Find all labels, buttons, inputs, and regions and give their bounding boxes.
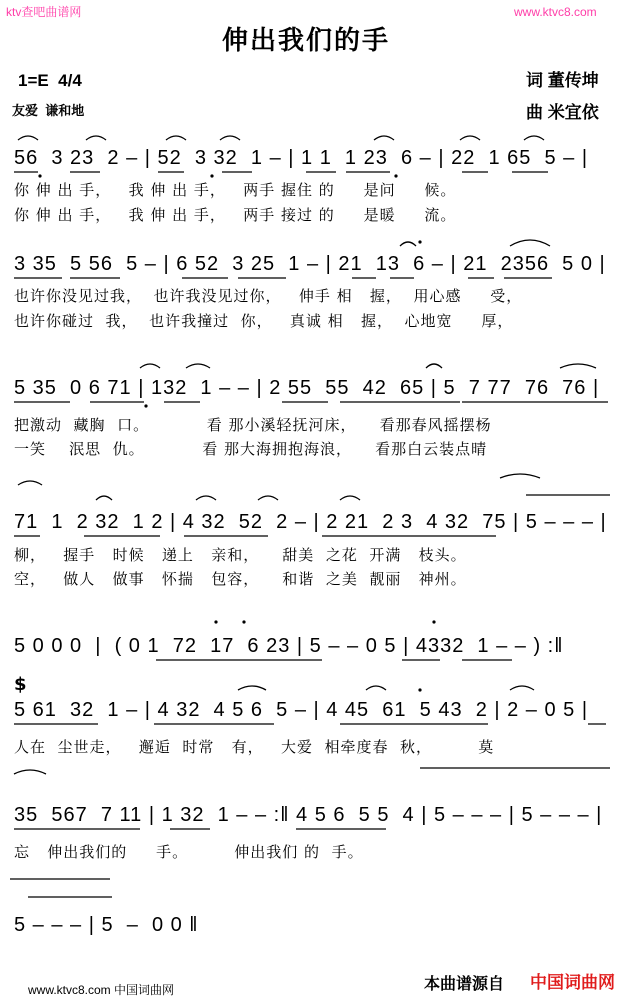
score-line-3-notes: 5 35 0 6 71 | 132 1 – – | 2 55 55 42 65 | 5 7 77 76 76 | (14, 377, 600, 399)
segno-sign: $ (14, 674, 27, 695)
score-line-1-lyric-verse-1: 你 伸 出 手， 我 伸 出 手， 两手 握住 的 是问 候。 (14, 181, 457, 199)
watermark-bottom-left: www.ktvc8.com 中国词曲网 (28, 983, 175, 997)
composer-credit: 曲 米宜依 (526, 103, 599, 122)
score-line-3-lyric-verse-2: 一笑 泯思 仇。 看 那大海拥抱海浪， 看那白云装点晴 (14, 440, 488, 458)
watermark-top-right: www.ktvc8.com (514, 5, 597, 19)
score-line-1-notes: 56 3 23 2 – | 52 3 32 1 – | 1 1 1 23 6 – | 22 1 65 5 – | (14, 147, 589, 169)
song-title: 伸出我们的手 (222, 26, 391, 56)
score-line-8-notes: 5 – – – | 5 – 0 0 ‖ (14, 914, 199, 936)
score-line-7-lyric: 忘 伸出我们的 手。 伸出我们 的 手。 (14, 843, 364, 861)
score-line-5-notes: 5 0 0 0 | ( 0 1 72 17 6 23 | 5 – – 0 5 | 4332 1 – – ) :‖ (14, 635, 564, 657)
score-line-4-lyric-verse-1: 柳， 握手 时候 递上 亲和， 甜美 之花 开满 枝头。 (14, 546, 467, 564)
footer-source-brand: 中国词曲网 (530, 973, 615, 993)
lyricist-credit: 词 董传坤 (526, 71, 599, 90)
score-line-6-lyric: 人在 尘世走， 邂逅 时常 有， 大爱 相牵度春 秋， 莫 (14, 738, 495, 756)
score-line-2-lyric-verse-1: 也许你没见过我， 也许我没见过你， 伸手 相 握， 用心感 受， (14, 287, 523, 305)
score-line-2-notes: 3 35 5 56 5 – | 6 52 3 25 1 – | 21 13 6 – | 21 2356 5 0 | (14, 253, 606, 275)
score-line-6-notes: 5 61 32 1 – | 4 32 4 5 6 5 – | 4 45 61 5 43 2 | 2 – 0 5 | (14, 699, 589, 721)
score-line-3-lyric-verse-1: 把激动 藏胸 口。 看 那小溪轻抚河床， 看那春风摇摆杨 (14, 416, 492, 434)
tempo-style-marking: 友爱 谦和地 (12, 103, 85, 118)
score-line-4-notes: 71 1 2 32 1 2 | 4 32 52 2 – | 2 21 2 3 4 32 75 | 5 – – – | (14, 511, 607, 533)
score-line-2-lyric-verse-2: 也许你碰过 我， 也许我撞过 你， 真诚 相 握， 心地宽 厚， (14, 312, 514, 330)
key-time-signature: 1=E 4/4 (18, 71, 82, 90)
score-line-4-lyric-verse-2: 空， 做人 做事 怀揣 包容， 和谐 之美 靓丽 神州。 (14, 570, 467, 588)
footer-source-label: 本曲谱源自 (424, 974, 505, 993)
score-line-7-notes: 35 567 7 11 | 1 32 1 – – :‖ 4 5 6 5 5 4 | 5 – – – | 5 – – – | (14, 804, 603, 826)
score-line-1-lyric-verse-2: 你 伸 出 手， 我 伸 出 手， 两手 接过 的 是暖 流。 (14, 206, 457, 224)
watermark-top-left: ktv查吧曲谱网 (6, 5, 82, 19)
